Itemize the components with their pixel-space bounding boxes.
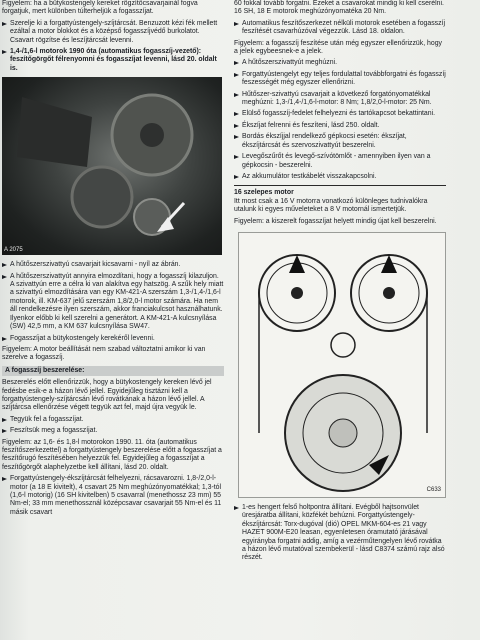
right-bullet-1: Automatikus feszítőszerkezet nélküli motorok esetében a fogasszíj feszítését csavarhúzóval végezzük. Lásd 18. oldalon. (234, 20, 446, 37)
engine-photo (2, 77, 222, 255)
left-bullet-4: A hűtőszerszivattyút annyira elmozdítani, hogy a fogasszíj kilazuljon. A szivattyún erre a célra ki van alakítva egy hatszög. A szűk hely miatt a szivattyú elmozdítására van egy KM-421-A szerszám 1,3-/1,4-/1,6-l motorok, ill. KM-637 jelű szerszám 1,8/2,0-l motor számára. Ha nem áll rendelkezésre ilyen szerszám, akkor franciakulcsot használhatunk. Ilyenkor előbb ki kell szerelni a generátort. A KM-421-A kulcsnyílása (SW) 42,5 mm, a KM 637 kulcsnyílása SW47. (2, 273, 224, 332)
right-bullet-3: Forgattyústengelyt egy teljes fordulattal továbbforgatni és fogasszíj feszességét még egyszer ellenőrizni. (234, 71, 446, 88)
section-bar-install: A fogasszíj beszerelése: (2, 366, 224, 376)
section-divider (234, 185, 446, 186)
photo-caption: A 2075 (4, 246, 23, 253)
right-bullet-6: Ékszíjat felrenni és feszíteni, lásd 250. oldalt. (234, 122, 446, 130)
left-note-4: Figyelem: az 1,6- és 1,8-l motorokon 1990. 11. óta (automatikus feszítőszerkezettel) a forgattyústengely beszerelése előtt a fogasszíjat a feszítőrugó feszítésében helyezzük fel. Egyidejűleg a fogasszíjat a feszítőgörgőt alaphelyzetbe kell állítani, lásd 20. oldalt. (2, 438, 222, 471)
right-para-3: Itt most csak a 16 V motorra vonatkozó különleges tudnivalókra utalunk ki egyes műveleteket a 8 V motornál ismertetjük. (234, 197, 428, 214)
left-note-1: Figyelem: ha a bütykostengely kereket rögzítőcsavarjainál fogva forgatjuk, mert különben túlterheljük a fogasszíjat. (2, 0, 198, 16)
right-bullet-5: Elülső fogasszíj-fedelet felhelyezni és tartókapcsot bekattintani. (234, 110, 446, 118)
left-bullet-8: Forgattyústengely-ékszíjtárcsát felhelyezni, rácsavarozni. 1,8-/2,0-l-motor (a 18 E kivitelt), 4 csavart 25 Nm meghúzónyomatékkal; 1,3-tól (1,6-l motorig) (16 SH kivitelben) 5 csavarral (menethossz 23 mm) 55 Nm-el; 33 mm menethossznál középcsavar csavarjait 55 Nm-el és 11 másik csavart (2, 475, 224, 517)
right-bullet-10: 1-es hengert felső holtpontra állítani. Evégből hajtsonvület üresjáratba állítani, közfékét behúzni. Forgattyústengely-ékszíjtárcsát: Torx-dugóval (dió) OPEL MKM-604-es 21 vagy HAZET 900M-E20 leasan, egyenletesen óramutató járásával egyirányba forgatni addig, amíg a vezérműtengelyen lévő rovátka a házon lévő mutatóval szembekerül - lásd C8374 számú rajz alsó részét. (234, 504, 446, 563)
left-bullet-3: A hűtőszerszivattyú csavarjait kicsavarni - nyíl az ábrán. (2, 261, 224, 269)
left-note-2: Figyelem: A motor beállítását nem szabad változtatni amikor ki van szerelve a fogasszíj. (2, 345, 206, 362)
left-bullet-1: Szerelje ki a forgattyústengely-szíjtárcsát. Benzuzott kézi fék mellett ezáltal a motor blokkot és a középső fogasszíjvédő burkolatot. Csavart rögzítse és leszíjtárcsát levenni. (2, 20, 224, 45)
right-bullet-4: Hűtőszer-szivattyú csavarjait a következő forgatónyomatékkal meghúzni: 1,3-/1,4-/1,6-l-motor: 8 Nm; 1,8/2,0-l-motor: 25 Nm. (234, 91, 446, 108)
left-bullet-5: Fogasszíjat a bütykostengely kerekéről levenni. (2, 335, 224, 343)
right-column (234, 0, 446, 566)
left-bullet-2: 1,4-/1,6-l motorok 1990 óta (automatikus fogasszíj-vezető): feszítőgörgőt félrenyomni és fogasszíjat levenni, lásd 20. oldalt is. (2, 48, 224, 73)
right-para-1: 60 fokkal tovább forgatni. Ezeket a csavarokat mindig ki kell cserélni. 16 SH, 18 E motorok meghúzónyomatéka 20 Nm. (234, 0, 444, 16)
section-heading-16v: 16 szelepes motor (234, 189, 294, 197)
left-column (2, 0, 224, 520)
right-note-4: Figyelem: a kiszerelt fogasszíjat helyett mindig újat kell beszerelni. (234, 217, 437, 225)
left-para-3: Beszerelés előtt ellenőrizzük, hogy a bütykostengely kereken lévő jel fedésbe esik-e a házon lévő jellel. Egyidejűleg tisztázni kell a forgattyústengely-szíjtárcsán lévő rovátkának a házon lévő jellel. A szíjtárcsa ellenőrzése végett tegyük azt fel, majd újra vegyük le. (2, 379, 212, 412)
timing-belt-drawing (238, 232, 446, 498)
left-bullet-6: Tegyük fel a fogasszíjat. (2, 416, 224, 424)
timing-belt-svg (239, 233, 445, 497)
engine-photo-svg (2, 77, 222, 255)
right-note-2: Figyelem: a fogasszíj feszítése után még egyszer ellenőrizzük, hogy a jelek egybeesnek-e a jelek. (234, 39, 442, 56)
left-bullet-7: Feszítsük meg a fogasszíjat. (2, 427, 224, 435)
right-bullet-8: Levegőszűrőt és levegő-szívótömlőt - amennyiben ilyen van a gépkocsin - beszerelni. (234, 153, 446, 170)
right-bullet-2: A hűtőszerszivattyút meghúzni. (234, 59, 446, 67)
drawing-caption: C633 (426, 486, 441, 493)
right-bullet-9: Az akkumulátor testkábelét visszakapcsolni. (234, 173, 446, 181)
right-bullet-7: Bordás ékszíjjal rendelkező gépkocsi esetén: ékszíjat, ékszíjtárcsát és szervoszivattyút beszerelni. (234, 133, 446, 150)
